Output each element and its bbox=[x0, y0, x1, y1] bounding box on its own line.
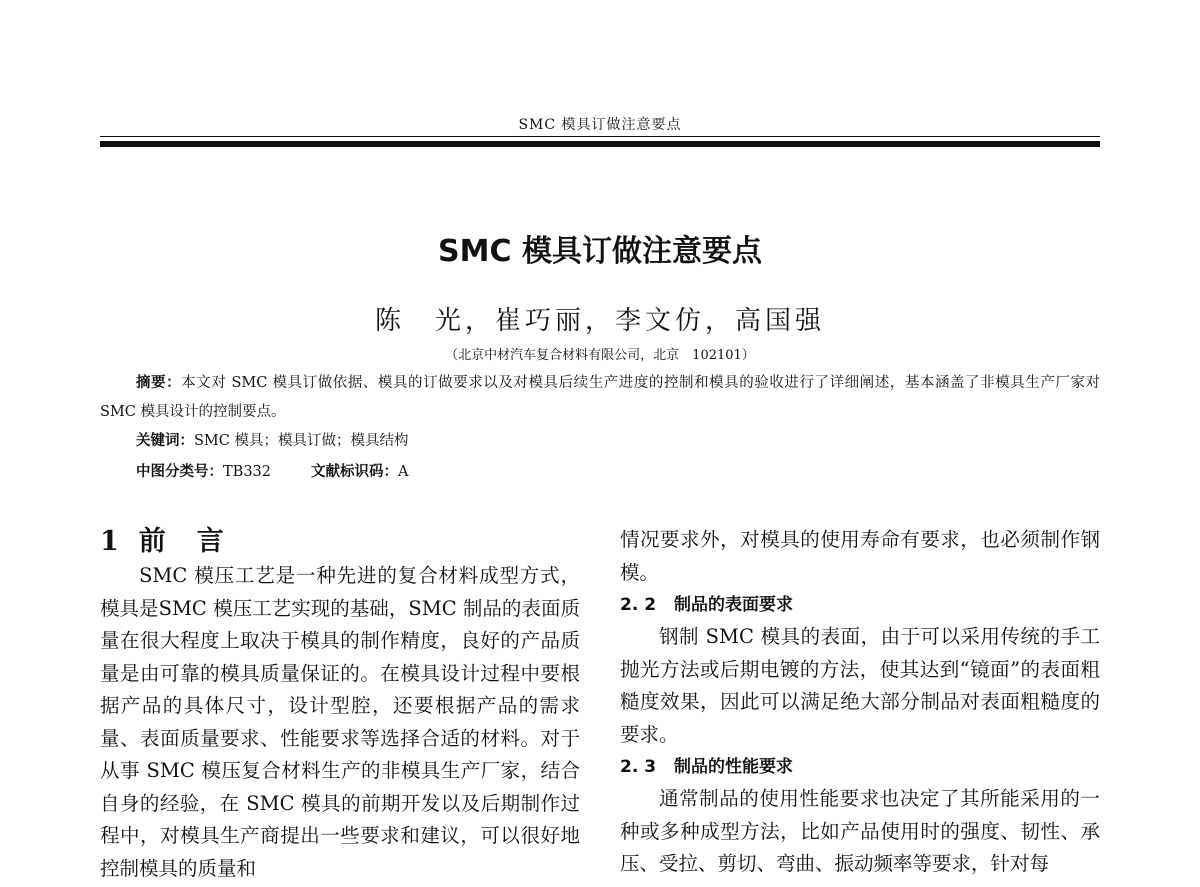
header-rule-thin bbox=[100, 136, 1100, 137]
keywords-label: 关键词： bbox=[136, 433, 194, 449]
classification-line bbox=[136, 460, 409, 481]
author-list: 陈 光，崔巧丽，李文仿，高国强 bbox=[374, 306, 825, 336]
affiliation: （北京中材汽车复合材料有限公司，北京 102101） bbox=[445, 348, 755, 363]
section-number: 1 bbox=[100, 526, 121, 557]
subsection-title: 制品的性能要求 bbox=[674, 757, 794, 777]
abstract bbox=[100, 369, 1100, 427]
right-column bbox=[620, 524, 1100, 881]
subsection-title: 制品的表面要求 bbox=[674, 595, 794, 615]
subsection-number: 2. 2 bbox=[620, 595, 657, 615]
keywords bbox=[136, 429, 408, 450]
keywords-text: SMC 模具；模具订做；模具结构 bbox=[194, 433, 409, 449]
subsection-number: 2. 3 bbox=[620, 757, 657, 777]
paper-title: SMC 模具订做注意要点 bbox=[438, 234, 762, 269]
doc-code: A bbox=[398, 464, 409, 480]
abstract-label: 摘要： bbox=[136, 375, 182, 391]
running-header: SMC 模具订做注意要点 bbox=[518, 117, 682, 133]
section-heading-2-2 bbox=[620, 589, 1100, 621]
header-rule-thick bbox=[100, 141, 1100, 147]
section-heading-2-3 bbox=[620, 751, 1100, 783]
classification-label: 中图分类号： bbox=[136, 464, 223, 480]
section-1-paragraph: SMC 模压工艺是一种先进的复合材料成型方式，模具是SMC 模压工艺实现的基础，SMC 制品的表面质量在很大程度上取决于模具的制作精度，良好的产品质量是由可靠的模具质量保证的。在模具设计过程中要根据产品的具体尺寸，设计型腔，还要根据产品的需求量、表面质量要求、性能要求等选择合适的材料。对于从事 SMC 模压复合材料生产的非模具生产厂家，结合自身的经验，在 SMC 模具的前期开发以及后期制作过程中，对模具生产商提出一些要求和建议，可以很好地控制模具的质量和 bbox=[100, 564, 580, 880]
left-column bbox=[100, 524, 580, 885]
section-2-3-paragraph: 通常制品的使用性能要求也决定了其所能采用的一种或多种成型方法，比如产品使用时的强度、韧性、承压、受拉、剪切、弯曲、振动频率等要求，针对每 bbox=[620, 787, 1100, 875]
doc-code-label: 文献标识码： bbox=[311, 464, 399, 480]
section-heading-1 bbox=[100, 524, 580, 560]
section-title: 前 言 bbox=[138, 526, 226, 557]
continued-paragraph: 情况要求外，对模具的使用寿命有要求，也必须制作钢模。 bbox=[620, 528, 1100, 584]
classification-code: TB332 bbox=[223, 464, 272, 480]
section-2-2-paragraph: 钢制 SMC 模具的表面，由于可以采用传统的手工抛光方法或后期电镀的方法，使其达到“镜面”的表面粗糙度效果，因此可以满足绝大部分制品对表面粗糙度的要求。 bbox=[620, 625, 1100, 746]
abstract-text: 本文对 SMC 模具订做依据、模具的订做要求以及对模具后续生产进度的控制和模具的验收进行了详细阐述，基本涵盖了非模具生产厂家对 SMC 模具设计的控制要点。 bbox=[100, 375, 1101, 420]
